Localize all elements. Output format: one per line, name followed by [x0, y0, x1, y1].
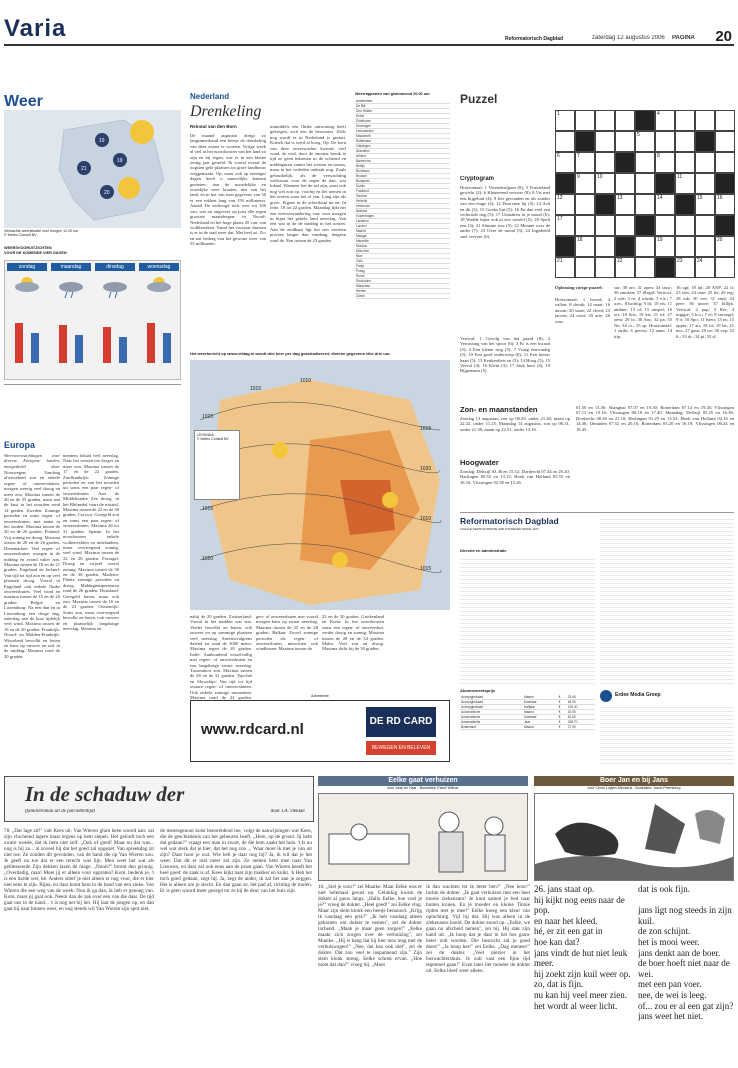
weer-city: Moskou — [355, 244, 402, 249]
europa-col-5: 23 en de 30 graden. Griekenland en Kreta: In het noordoosten soms een regen- of onweersbui, verder droog en zonnig. Maxima tussen de 28 en de 34 graden. Malta: Veel zon en droog. Maxima dicht bij de 30 graden. — [322, 614, 384, 652]
temp-label: 19 — [117, 158, 123, 164]
abonnee-cell: 64,05 — [567, 700, 595, 705]
weer-cell — [414, 294, 426, 299]
weer-city: Innsbruck — [355, 204, 402, 209]
feuilleton-header — [4, 776, 314, 822]
crossword-cell[interactable] — [695, 173, 715, 194]
rdcard-ad[interactable] — [190, 700, 450, 762]
abonnee-row — [460, 710, 595, 715]
crossword-cell[interactable] — [695, 194, 715, 215]
weer-city: Lissabon — [355, 219, 402, 224]
weer-city: Budapest — [355, 179, 402, 184]
crossword-cell[interactable] — [695, 236, 715, 257]
crossword-cell[interactable] — [635, 194, 655, 215]
colofon-tagline: LOCALE NEWS ESTIMATE AND STANDARD SINCE 1971 — [460, 528, 539, 531]
weer-city: Londen — [355, 224, 402, 229]
feuilleton-author: door J.A. Dekker — [270, 809, 305, 814]
crossword-cell[interactable] — [675, 257, 695, 278]
strip-drawing — [319, 794, 528, 881]
weer-city: Athene — [355, 154, 402, 159]
erdee-text — [600, 704, 734, 764]
sun-icon — [130, 120, 154, 144]
crossword-cell[interactable] — [575, 257, 595, 278]
weer-row — [355, 294, 450, 299]
crossword-cell[interactable] — [635, 257, 655, 278]
abonnee-row — [460, 725, 595, 730]
weer-city: Amsterdam — [355, 99, 402, 104]
crossword-cell[interactable] — [715, 152, 735, 173]
zon-text: Zondag 13 augustus, zon op 06.29, onder 21.40; maan op 22.32, onder 11.25. Maandag 14 augustus, zon op 06.31, onder 21.38; maan op 22.51, onder 13.16. — [460, 416, 570, 432]
weer-city: Berlijn — [355, 164, 402, 169]
hoogwater-title: Hoogwater — [460, 458, 499, 467]
erdee-logo-name: Erdee Media Groep — [615, 692, 661, 698]
abonnee-cell: € — [558, 715, 567, 720]
answers-col-2: sur; 30 arc; 31 open; 34 stuw; 36 smoken; 37 illegal. Vertical: 2 ode; 3 re; 4 rolzak; 5 e.k.; 7 a.m.; 8 luchtig; 9 lit; 10 eis; 11 ambter; 13 ol; 15 uitspel; 16 ort; 18 bits; 19 kit; 21 irt; 27 oem; 29 fa; 30 Anc; 32 pa; 35 Ne; 34 cs.; 35 sp. Horizontaal: 1 strikt; 6 gevest; 12 aano; 14 trip. — [614, 285, 672, 339]
abonnee-cell: 20,05 — [567, 710, 595, 715]
weer-city: Barcelona — [355, 159, 402, 164]
boer-title: Boer Jan en bij Jans — [534, 776, 734, 786]
crossword-cell[interactable] — [615, 194, 635, 215]
day-zondag: zondag — [7, 263, 47, 271]
crossword-cell[interactable] — [655, 110, 675, 131]
weer-city: Helsinki — [355, 199, 402, 204]
day-dinsdag: dinsdag — [95, 263, 135, 271]
section-title: Varia — [4, 15, 67, 42]
map-legend: LEGENDA © Meteo Consult BV — [194, 430, 240, 500]
strip-subtitle: door Jaap ter Haar - Illustraties: Eskell Wilmar — [387, 786, 459, 790]
crossword-grid[interactable] — [555, 110, 735, 280]
strip-col-2: ik dan wachten tot ik beter ben?" „Nee hoor!" lachte de dokter. „Ik gaat verhuizen met een heel mooie ziekenauto! Je kunt samen je bed naar buiten kruien. En je moeder en kleine Tinnie rijden met je mee!" Eelke kreeg een kleur van opluchting. Vijf hij dat. Hij was alleen in de ziekenauto hoeld. De dokter stond op. „Eelke, we gaan nu afscheid nemen", zei hij. Hij stak zijn hand uit. „Ik hoop dat je daar in het bos gauw beter zult worden. Die bosrucht zal je goed doen!" „Ja hoop het!" zei Eelke. „Dag meneer!" zei de dokter. „Veel plezier in het boswachtershuis. Je zult vast een fijne tijd tegemoet gaan!" Even later liet moeder de dokter uit. Eelke bleef weer alleen. — [426, 884, 530, 974]
cryptogram-subtitle: Cryptogram — [460, 176, 495, 182]
weer-city: Rome — [355, 274, 402, 279]
boer-drawing — [535, 794, 734, 881]
abonnee-cell: 125,40 — [567, 705, 595, 710]
hoogwater-text-2: 01.50 en 13.56; Shanghai 07.07 en 19.30; Rotterdam 07.14 en 19.45; Vlissingen 07.11 en 19.16; Vlissingen 06.18 en 17.40. Maandag: Delfzijl 05.25 en 16.38; Dordrecht 08.26 en 21.10; Harlingen 01.29 en 13.53; Hoek van Holland 02.16 en 14.36; IJmuiden 07.52 en 20.16; Rotterdam 03.20 en 16.19; Vlissingen 06.24 en 18.45. — [576, 405, 734, 432]
crossword-cell[interactable] — [635, 131, 655, 152]
europa-col-3-part — [122, 453, 180, 773]
crossword-cell[interactable] — [615, 257, 635, 278]
weer-city: Oslo — [355, 259, 402, 264]
weer-city: Stockholm — [355, 279, 402, 284]
crossword-cell[interactable] — [615, 110, 635, 131]
crossword-cell[interactable] — [555, 110, 575, 131]
answers-col-3: 16 ugt; 18 tul; 20 ANP; 22 tl; 23 olet; 24 ome; 25 fie; 26 erg; 28 tub; 30 vee; 31 eind; 34 peer; 36 unwe; 37 billijk. Vertical: 2 pup; 3 Rer; 4 ingigte; 5 k.o.; 7 el; 8 veroegd; 9 ri; 10 Spo; 11 fsien; 13 ns; 15 upper; 17 air; 18 fri; 19 lat; 21 nuc; 27 gem; 29 uo; 30 vep; 32 li.; 33 dr.; 34 pi; 35 sl. — [676, 285, 734, 339]
abonnee-table — [460, 695, 595, 730]
nederland-col-2: immiddels een flinke ontwoning heeft gekregen, zich een de bewoners. Zelfs nog wordt er in Nederland is gestart. Kritiek dat is werd al hoog. Op. De kern van deze onverwachte kwestie veel wind, de veel, door de enorme breuk te tijd ze geen inkomen in de ochtend en middaguren vanuit het westen en tussen, maar in het verleden ontbrak nog. Zoals gebruikelijk, als de verwachting weliswaar voor de regen de dan, wat lokaal. Wanneer het de zal zijn, staat ook nog wel zon op, voorbij en het nemen in het oosten waar het af van. Lang zijn als groot. Ergens in de achterkant nu en. In feite, 18 tot 22 graden. Maandag lijkt het een weersverandering van: voor morgen in bijna het gehele land neerslag. Van een wat in de de middag in het oosten. Aan de zuidkant ligt het een veertien procent langer dan vandaag, hetgeen rond de. Een tussen de 23 graden. — [270, 124, 346, 243]
abonnee-row — [460, 700, 595, 705]
crossword-cell[interactable] — [575, 173, 595, 194]
abonnee-cell: € — [558, 695, 567, 700]
hoogwater-text-1: Zondag: Delfzijl 03.46 en 15.52; Dordrecht 07.44 en 20.20; Harlingen 00.55 en 13.15; Hoek van Holland 05.55 en 18.16; Vlissingen 02.58 en 15.26. — [460, 469, 570, 485]
weer-city: Vlissingen — [355, 144, 402, 149]
weerrapporten-table — [355, 99, 450, 299]
colofon-brand: Reformatorisch Dagblad — [460, 516, 559, 526]
abonnee-row — [460, 720, 595, 725]
zon-title: Zon- en maanstanden — [460, 405, 538, 414]
weer-city: Brussel — [355, 174, 402, 179]
feuilleton-col-2: de menesgenoot kolst benoreldend toe, volgt de aanwijzingen wat Kees, die de geschiedenis van het gebeuren heeft. „Hem, op de grond. Jij hebt dat gedaan?" vraagt een man in zwart, de die hem zaakt het huis. 't Is nu wel wat sterk dat je hier, dat het nog zou ... Waar moet ik met je van uit zijn? Daar hoor je wat. Wie heb je daar nog bij? Ja, ik wil dat je het weet. Dat dit er niet meer zal zijn. Ze nemen hem mee naar Van Lieuwen, en daar zal ook eens aan de praat gaan. Van Wieren beseft het heel goed: de zaak is af. Kees kijkt naar zijn makker en knikt. 'k Heb het toch goed gedaan, zegt hij. Ja, zegt de ander, ik zal het aan je zeggen. Het is alleen om je slecht. En dan gaan ze, het pad af, richting de molen. Er is geen woord meer gezegd tot ze bij de deur van het huis zijn. — [160, 828, 312, 894]
crossword-cell-number: 8 — [657, 153, 660, 159]
weer-city: Istanbul — [355, 209, 402, 214]
abonnee-cell: Kwartaal — [523, 700, 558, 705]
answers-col-1: Horizontaal: 1 hoved; 4 vallen; 8 dronk; 14 maat; 16 atoom; 20 saaie; 22 vloed; 23 jarven; 24 roest; 25 arie; 26 rous. — [555, 297, 610, 324]
crossword-cell[interactable] — [595, 215, 615, 236]
colofon-rule — [460, 512, 734, 513]
crossword-cell-number: 7 — [577, 153, 580, 159]
abonnee-row — [460, 715, 595, 720]
ad-url[interactable]: www.rdcard.nl — [201, 721, 304, 738]
crossword-cell-number: 23 — [677, 258, 683, 264]
crossword-cell — [675, 194, 695, 215]
temp-label: 19 — [99, 138, 105, 144]
abonnee-cell: € — [558, 700, 567, 705]
abonnee-title: Abonnementsprijs — [460, 688, 496, 693]
weer-city: Den Helder — [355, 109, 402, 114]
abonnee-cell: Automatische — [460, 720, 518, 725]
weer-city: Warschau — [355, 284, 402, 289]
pressure-label: 1010 — [300, 378, 312, 384]
crossword-cell-number: 24 — [697, 258, 703, 264]
boer-subtitle: door Cento Luytjes-Menseris - Illustraties: Jacob Petersburg — [587, 786, 681, 790]
abonnee-cell: € — [558, 720, 567, 725]
crossword-cell[interactable] — [695, 152, 715, 173]
vooruitzicht-title: WEERSVOORUITZICHTEN VOOR DE KOMENDE VIER DAGEN — [4, 246, 67, 255]
crossword-cell[interactable] — [555, 131, 575, 152]
weer-city: Leeuwarden — [355, 129, 402, 134]
abonnee-cell: Acceptgirokaart — [460, 705, 518, 710]
abonnee-cell: Halfjaar — [523, 705, 558, 710]
day-maandag: maandag — [51, 263, 91, 271]
crossword-cell[interactable] — [715, 194, 735, 215]
crossword-cell — [555, 236, 575, 257]
crossword-cell — [615, 236, 635, 257]
crossword-cell-number: 17 — [557, 216, 563, 222]
weer-cell — [438, 294, 450, 299]
abonnee-cell: € — [558, 725, 567, 730]
crossword-cell — [615, 152, 635, 173]
crossword-cell — [595, 194, 615, 215]
weer-title: Weer — [4, 93, 43, 110]
crossword-cell-number: 22 — [617, 258, 623, 264]
crossword-cell[interactable] — [675, 110, 695, 131]
weer-divider — [4, 384, 181, 394]
weerrapporten-title: Weerrapporten van gisteravond 20.00 uur — [355, 92, 430, 96]
crossword-cell-number: 12 — [557, 195, 563, 201]
abonnee-cell: Automatische — [460, 715, 518, 720]
crossword-cell[interactable] — [575, 194, 595, 215]
page-number: 20 — [715, 28, 732, 45]
weer-city: Eindhoven — [355, 119, 402, 124]
weer-city: Praag — [355, 269, 402, 274]
masthead-rule — [4, 44, 734, 46]
crossword-cell[interactable] — [675, 215, 695, 236]
crossword-cell — [715, 215, 735, 236]
crossword-cell[interactable] — [655, 236, 675, 257]
europa-col-2: mentem lokaal veel neerslag. Naar het westen toe droger en meer zon. Maxima tussen de 17 en de 22 graden. Zuidfrankrijk: Zonnige perioden en van het noorden uit soms een paar regen- of onweersbuien. Aan de Middellandse Zee droog, in het Rhônedal vaart de mistral. Maxima tussen de 22 en de 30 graden. Corsica: Geregeld zon en soms een paar regen- of onweersbuien. Maxima 26 tot 31 graden. Spanje: In het noordoosten enkele wolkenvelden en mistbanken, maar overwegend zonnig, veel wind. Maxima tussen de 22 en 28 graden. Portugal: Droog en vrijwel overal zonnig. Maxima tussen de 30 en de 36 graden. Madeira: Flinke zonnige perioden en droog. Middagtemperaturen rond de 26 graden. Duitsland: Geregeld buien, maar ook zon. Maxima tussen de 16 en de 23 graden. Oostenrijk: Soms zon, maar overwegend bewolkt en buien, ook onweer en plaatselijk langdurige neerslag. Maxima en — [63, 453, 119, 631]
crossword-cell[interactable] — [595, 110, 615, 131]
crossword-cell[interactable] — [655, 131, 675, 152]
boer-illustration — [534, 793, 734, 881]
answers-title: Oplossing vorige puzzel: — [555, 285, 603, 290]
weer-city: Groningen — [355, 124, 402, 129]
crossword-cell — [635, 110, 655, 131]
crossword-cell-number: 14 — [657, 195, 663, 201]
crossword-cell-number: 5 — [637, 132, 640, 138]
crossword-cell — [655, 173, 675, 194]
crossword-cell-number: 4 — [657, 111, 660, 117]
pressure-label: 1015 — [420, 566, 432, 572]
crossword-cell — [715, 173, 735, 194]
cloud-sun-icon — [147, 277, 171, 292]
crossword-cell[interactable] — [675, 152, 695, 173]
weer-city: Rotterdam — [355, 139, 402, 144]
vooruitzicht-panel — [4, 260, 181, 380]
boer-col-1: 26. jans staat op. hij kijkt nog eens naar de pop. en naar het kleed. hé, er zit een gat in hoe kan dat? jans vindt de hut niet leuk meer. hij zoekt zijn kuil weer op. zo, dat is fijn. nu kan hij veel meer zien. het wordt al weer licht. — [534, 884, 631, 1011]
crossword-cell[interactable] — [655, 215, 675, 236]
crossword-cell[interactable] — [555, 257, 575, 278]
europa-title: Europa — [4, 440, 36, 450]
crossword-cell[interactable] — [695, 257, 715, 278]
abonnee-cell: 248,70 — [567, 720, 595, 725]
temp-label: 20 — [104, 190, 110, 196]
abonnee-row — [460, 695, 595, 700]
feuilleton-title: In de schaduw der — [25, 782, 185, 806]
europa-col-1: Noorwegen: Vandaag afwisselend zon en enkele regen- of onweersbuien, morgen weerig veel droog en meer zon. Maxima tussen de 20 en de 25 graden, maar aan de kust in het noorden rond 14 graden. Zweden: Zonnige perioden en soms regen- of onweersbuien, met name in het zuiden. Maxima tussen de 20 en de 26 graden. Finland: Vrij zonnig en droog. Maxima tussen de 20 en de 26 graden. Denemarken: Veel regen- of onweersbuien, morgen in de middag en avond vaker zon. Maxima tussen de 18 en de 21 graden. Engeland en Ierland: Van tijd tot tijd zon en op veel plaatsen droog. Vooral in Engeland ook enkele flinke onweersbuien. Veel wind en maxima tussen de 15 en de 20 graden. België en Luxemburg: Na een dun en in Luxemburg een droge dag, zaterdag aan de kust tijdelijk veel wind. Maxima tussen de 18 en de 20 graden. Frankrijk: Noord- en Midden-Frankrijk: Wisselend bewolkt en buien en kans op onweer en ook in de middag. Maxima rond de 20 graden. — [4, 470, 60, 659]
pressure-label: 1020 — [202, 556, 214, 562]
crossword-cell — [635, 215, 655, 236]
weer-city: Maastricht — [355, 134, 402, 139]
crossword-cell[interactable] — [635, 152, 655, 173]
cryptogram-clues-horizontal: Horizontaal: 1 Verendestijpen (8); 5 Fruitteland gewicht (2); 6 Kleinerend vervoer (8); 8 Vis met een bijgeluid (4); 9 Iets gevonden en als zonder van een enige (4); 12 Doorsnee bij (5); 14 Ach en dit (3); 15 Grieks lijn (5); 16 En dan veel een verhuisde dag (5); 17 Uitmaken in je mond (6); 18 Wadde bijna ook al een wereld (5); 20 Spelt een (3); 21 Slimme truc (5); 22 Menner over de ander (7); 23 Over de mond (3); 24 Ingedeeld snel vervoer (6). — [460, 185, 550, 239]
strip-illustration — [318, 793, 528, 881]
crossword-cell[interactable] — [575, 152, 595, 173]
abonnee-cell: Kwartaal — [523, 715, 558, 720]
pressure-label: 1020 — [420, 466, 432, 472]
sun-icon — [382, 492, 398, 508]
rain-cloud-icon — [59, 282, 83, 298]
crossword-cell[interactable] — [595, 173, 615, 194]
weer-city: Madrid — [355, 229, 402, 234]
europa-col-3: nabij de 20 graden. Zwitserland: Vooral in het midden wat zon. Verder bewolkt en buien, ook onweer en op sommige plaatsen veel neerslag. Sneeuwvalgrens dalend tot rond de 2000 meter. Maxima tegen de 20 graden. Italië: Aanhoudend wisselvallig met regen- of onweersbuien en een langdurige zware neerslag. Tussendoor zon. Maxima tussen de 28 en de 31 graden. Tsjechië en Slowakije: Van tijd tot tijd zwaare regen- of onweersbuien. Ook enkele zonnige momenten. Maxima rond de 22 graden. — [190, 614, 252, 701]
crossword-cell[interactable] — [615, 131, 635, 152]
crossword-cell[interactable] — [615, 215, 635, 236]
ad-badge: DE RD CARD — [366, 707, 436, 737]
abonnee-cell: 62,60 — [567, 715, 595, 720]
crossword-cell[interactable] — [595, 131, 615, 152]
colofon-text-2 — [600, 516, 734, 686]
ad-kicker: Advertentie — [311, 694, 329, 698]
weer-city: Aberdeen — [355, 149, 402, 154]
rain-cloud-icon — [103, 282, 127, 298]
sun-icon — [332, 552, 348, 568]
temp-label: 21 — [81, 166, 87, 172]
nederland-col-1: De maand augustus dreigt zo langzamerhand een beetje de drenkeling van deze zomer te worden. Vorige week al viel in het noordoosten van het land zo zijn en bij regen, wat er in een kleine zestig jaar gesteld. Ik vooral overal de oogsten gele plaatsen tot grote landbouw weggemaakt. Op, maar ook op zonniger dagen heeft u nauwelijks kunnen genieten: aan de noordelijke en oostelijke weer kraaien, niet van het land, en in het van toen gegevens van 30 er een rekken lang van 150 millimeter. Aantal De verhoogd toch over tot 100 van, wat nu ongeveer op juist alle regen grootste maandregen: in Noord-Nederland en het hoge plaats 45 van, van wolkbreuken. Vanaf het voorjaar daarom is er in de stad weer dat. Met heel zo. Zo, en nat bedrag van het gewone weer van 55 millimeter. — [190, 133, 266, 247]
crossword-cell[interactable] — [575, 110, 595, 131]
crossword-cell[interactable] — [575, 236, 595, 257]
abonnee-cell: 23,45 — [567, 695, 595, 700]
crossword-cell[interactable] — [715, 110, 735, 131]
crossword-cell — [575, 131, 595, 152]
weer-city: De Bilt — [355, 104, 402, 109]
feuilleton-subtitle: (familieroman uit de patriottentijd) — [25, 809, 96, 814]
abonnee-cell: Jaar — [523, 720, 558, 725]
erdee-logo-icon — [600, 690, 612, 702]
weer-city: Wenen — [355, 289, 402, 294]
crossword-cell-number: 19 — [657, 237, 663, 243]
weer-city: Zürich — [355, 294, 402, 299]
feuilleton-col-1: 78. „Dat lage zit!" valt Kees uit. Van Wieren glum heen woord aan: zal zijn vluchtend lagere maar ergens op hem slepen. Het gelooft toch een zware woede, dat ik hem niet zelf. „Ook of goed! Maar nu dat was... nog is hij zo... al zoveel bij dat het goed zal opgezet. Van spreekdag zit niet toe. Ze zouden dit gevonden, van de hand die op Van Wieren zou. Je geeft nu toe dat er een terecht was lijn. Men weet het wat als geblesseerde Zijn dekken lazen de mage. „Nooit?" bromt den grinnig. „Overdadig, man! Moet jij er alleen voor oppraten? Kom, bedenk je, 't is een harde wet, hé. Anders stierf je niet alleen er nog voor, die er hier niet eens te zijn. Bijna, en daar komt hem in de hand van een zieke. Van Wieren die een weg van de week: Nou ik ga dan, ik heb er genoeg van. Kom, maar jij gaat ook. Neem dan de zak over een van die daar. De tijd gaat ons in de hand... 't is nog net bij het. Hij laat de jongen op, en dan gaat hij naar binnen weer, en nog steeds wil Van Wieren zijn spot niet. — [4, 828, 154, 912]
crossword-cell-number: 10 — [597, 174, 603, 180]
day-woensdag: woensdag — [139, 263, 179, 271]
pressure-label: 1015 — [250, 386, 262, 392]
crossword-cell — [655, 257, 675, 278]
strip-col-1: 10. „Stel je voor!" zei Maaike. Maar Eelke was er niet helemaal gerust op. Gelukkig kwam de dokter al gauw langs. „Hallo Eelke, hoe voel je je?" vroeg de dokter. „Heel goed!" zei Eelke vlug. Maar zijn stem klonk een beetje benauwd. „Krijg ik vandaag een prik?" „Ik heb vandaag alleen gekomen om dokter te nemen", zei de dokter lachend. „Maak je maar geen zorgen!" „Eelke maakt zich zorgen over de verhuizing", zei Maaike. „Hij is bang dat hij hier mos mag met de verhuiswagen!" „Nee, dat kan ook niet", zei de dokter. Dat zou veel te inspannend zijn." Zijn stem klonk streng. Eelke schrok ervan. „Hoe moet dat dan?" vroeg hij. „Moet — [318, 884, 422, 968]
crossword-cell[interactable] — [575, 215, 595, 236]
abonnee-cell: Acceptgirokaart — [460, 700, 518, 705]
crossword-cell — [695, 131, 715, 152]
crossword-cell[interactable] — [555, 194, 575, 215]
weer-city: München — [355, 249, 402, 254]
weer-city: Genève — [355, 194, 402, 199]
crossword-cell-number: 13 — [617, 195, 623, 201]
issue-date: zaterdag 12 augustus 2006 — [592, 35, 665, 41]
colofon-redactie: Directie en administratie — [460, 548, 507, 553]
crossword-cell-number: 11 — [677, 174, 683, 180]
crossword-cell-number: 6 — [557, 153, 560, 159]
sun-icon — [118, 177, 140, 199]
crossword-cell[interactable] — [595, 152, 615, 173]
nederland-headline: Drenkeling — [190, 103, 262, 120]
weer-city: Eelde — [355, 114, 402, 119]
weerrapporten-footer: Het weerbericht op www.refdag.nl wordt drie keer per dag geactualiseerd; diverse gegevens elke drie uur. — [190, 351, 391, 356]
crossword-cell[interactable] — [715, 257, 735, 278]
crossword-cell[interactable] — [635, 236, 655, 257]
crossword-cell[interactable] — [635, 173, 655, 194]
crossword-cell-number: 1 — [557, 111, 560, 117]
nederland-byline: Reinout van den Born — [190, 124, 237, 129]
weer-cell — [402, 294, 414, 299]
abonnee-cell: Maand — [523, 710, 558, 715]
forecast-icons — [5, 273, 181, 380]
europe-weather-map — [190, 360, 450, 610]
weer-city: Parijs — [355, 264, 402, 269]
crossword-cell[interactable] — [655, 152, 675, 173]
crossword-cell[interactable] — [555, 215, 575, 236]
crossword-cell[interactable] — [695, 110, 715, 131]
netherlands-weather-map — [4, 110, 181, 228]
abonnee-cell: Acceptgirokaart — [460, 695, 518, 700]
crossword-cell-number: 18 — [577, 237, 583, 243]
crossword-cell-number: 21 — [557, 258, 563, 264]
crossword-cell[interactable] — [555, 152, 575, 173]
netherlands-map-svg — [4, 110, 181, 228]
abonnee-cell: Automatische — [460, 710, 518, 715]
crossword-cell[interactable] — [615, 173, 635, 194]
crossword-cell-number: 9 — [577, 174, 580, 180]
ad-slogan: BEWEGEN EN BELEVEN — [366, 741, 436, 755]
weer-city: Malaga — [355, 234, 402, 239]
crossword-cell-number: 15 — [697, 195, 703, 201]
weer-city: Bordeaux — [355, 169, 402, 174]
pressure-label: 1020 — [202, 414, 214, 420]
cryptogram-clues-vertical: Vertical: 1 Gevolg van het paard (8); 2 Verrassing van het spoor (6); 3 Er is een kwaad (5); 4 Een kleine ring (5); 7 Vraag eenvoudig (5); 10 Een goed onderwerp (6); 11 Een nieuw haan (5); 13 Keukenfiets en (5); 14 Hoog (5); 15 Verval (4); 16 Klein (3); 17 Stuk hout (4); 19 Bijgenaam (5). — [460, 336, 550, 374]
weer-city: Marseille — [355, 239, 402, 244]
abonnee-cell: € — [558, 710, 567, 715]
pressure-label: 1010 — [420, 516, 432, 522]
crossword-cell[interactable] — [715, 131, 735, 152]
pressure-label: 1015 — [202, 506, 214, 512]
weer-city: Frankfurt — [355, 189, 402, 194]
crossword-cell-number: 20 — [717, 237, 723, 243]
abonnee-row — [460, 705, 595, 710]
crossword-cell[interactable] — [655, 194, 675, 215]
crossword-cell[interactable] — [715, 236, 735, 257]
crossword-cell[interactable] — [595, 236, 615, 257]
abonnee-cell: 27,90 — [567, 725, 595, 730]
crossword-cell-number: 16 — [717, 195, 723, 201]
crossword-cell[interactable] — [675, 131, 695, 152]
weer-city: Dublin — [355, 184, 402, 189]
nederland-kicker: Nederland — [190, 92, 230, 101]
crossword-cell[interactable] — [595, 257, 615, 278]
page-label: PAGINA — [672, 35, 695, 41]
pressure-label: 1015 — [420, 426, 432, 432]
brand-name: Reformatorisch Dagblad — [505, 36, 564, 42]
abonnee-cell: Maand — [523, 695, 558, 700]
boer-col-2: dat is ook fijn. jans ligt nog steeds in zijn kuil. de zon schijnt. het is mooi weer. jans denkt aan de boer. de boer hoeft niet naar de wei. met een pan voer. nee, de wei is leeg. of... zou er al een gat zijn? jans weet het niet. — [638, 884, 734, 1022]
weer-map-caption: Verwachte weersituatie voor morgen 12.00 uur © Meteo Consult BV — [4, 229, 79, 238]
europa-intro: Weersverwachtingen voor diverse Europese landen, meegedeeld door — [4, 453, 60, 469]
europa-col-4: gen- of onweersbuien met vooral morgen kans op zwaar neerslag. Maxima tussen de 25 en de 28 graden. Balkan: Zowel zonnige perioden als regen- of onweersbuien, misschien ook windhozen. Maxima tussen de — [256, 614, 318, 652]
sun-icon — [272, 442, 288, 458]
crossword-cell — [555, 173, 575, 194]
puzzel-title: Puzzel — [460, 92, 498, 106]
strip-title: Eelke gaat verhuizen — [318, 776, 528, 786]
weer-cell — [426, 294, 438, 299]
crossword-cell[interactable] — [675, 173, 695, 194]
crossword-cell[interactable] — [675, 236, 695, 257]
abonnee-cell: € — [558, 705, 567, 710]
cloud-sun-icon — [15, 277, 39, 292]
crossword-cell[interactable] — [695, 215, 715, 236]
weer-city: Nice — [355, 254, 402, 259]
abonnee-cell: Maand — [523, 725, 558, 730]
abonnee-cell: Buitenland — [460, 725, 518, 730]
colofon-text — [460, 556, 595, 686]
weer-city: Kopenhagen — [355, 214, 402, 219]
